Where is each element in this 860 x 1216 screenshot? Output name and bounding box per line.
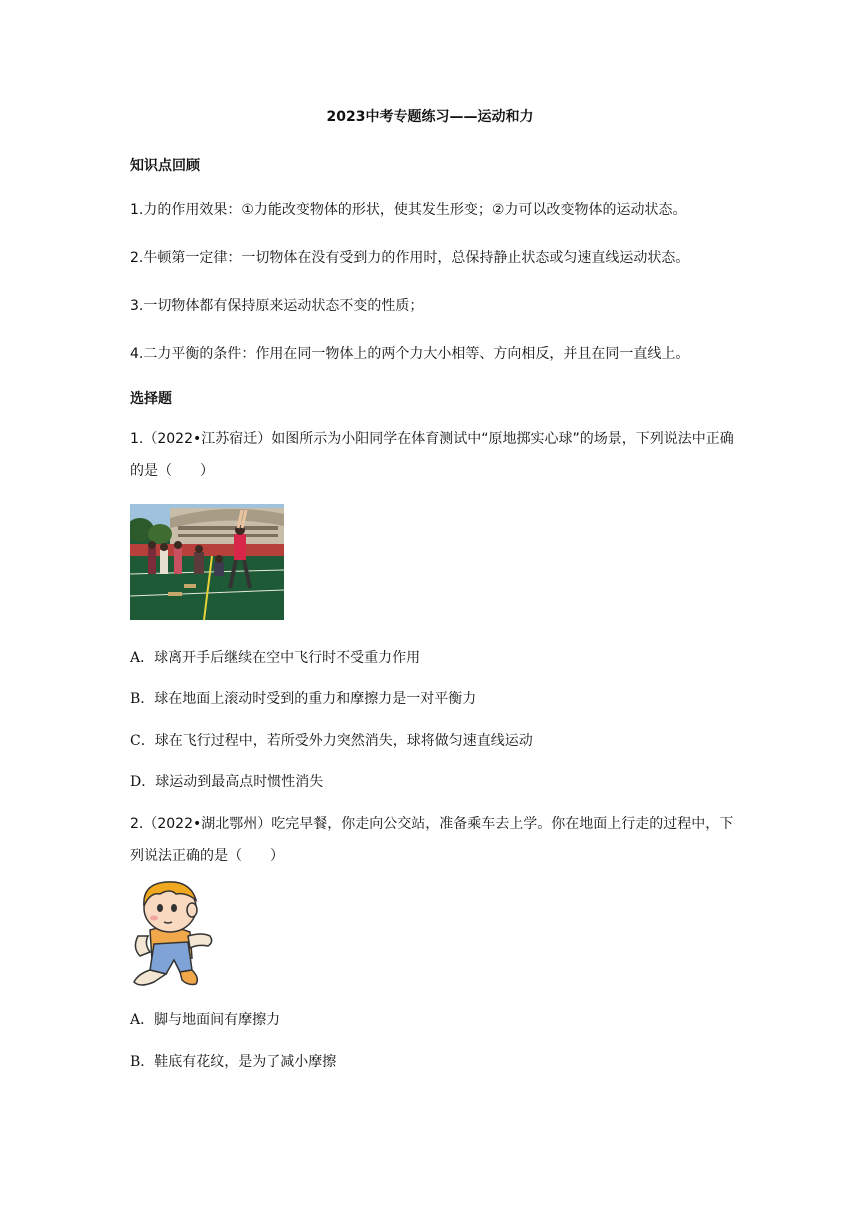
walking-child-illustration	[130, 878, 216, 990]
question-2-stem: 2.（2022•湖北鄂州）吃完早餐，你走向公交站，准备乘车去上学。你在地面上行走的过程中，下列说法正确的是（ ）	[130, 816, 734, 864]
question-2-option-b: B．鞋底有花纹，是为了减小摩擦	[130, 1054, 337, 1070]
question-1-option-a: A．球离开手后继续在空中飞行时不受重力作用	[130, 650, 421, 666]
question-1-option-b: B．球在地面上滚动时受到的重力和摩擦力是一对平衡力	[130, 691, 477, 707]
document-title: 2023中考专题练习——运动和力	[326, 109, 534, 125]
knowledge-point: 1.力的作用效果：①力能改变物体的形状，使其发生形变；②力可以改变物体的运动状态。	[130, 202, 687, 218]
section-heading-knowledge: 知识点回顾	[130, 158, 200, 174]
question-2-option-a: A．脚与地面间有摩擦力	[130, 1012, 281, 1028]
knowledge-point: 3.一切物体都有保持原来运动状态不变的性质；	[130, 298, 424, 314]
section-heading-choice: 选择题	[130, 391, 172, 407]
knowledge-point: 4.二力平衡的条件：作用在同一物体上的两个力大小相等、方向相反，并且在同一直线上。	[130, 346, 690, 362]
shot-put-photo	[130, 504, 284, 620]
knowledge-point: 2.牛顿第一定律：一切物体在没有受到力的作用时，总保持静止状态或匀速直线运动状态。	[130, 250, 690, 266]
question-1-option-d: D．球运动到最高点时惯性消失	[130, 774, 324, 790]
question-1-stem: 1.（2022•江苏宿迁）如图所示为小阳同学在体育测试中“原地掷实心球”的场景，下列说法中正确的是（ ）	[130, 431, 734, 479]
question-1-option-c: C．球在飞行过程中，若所受外力突然消失，球将做匀速直线运动	[130, 733, 533, 749]
